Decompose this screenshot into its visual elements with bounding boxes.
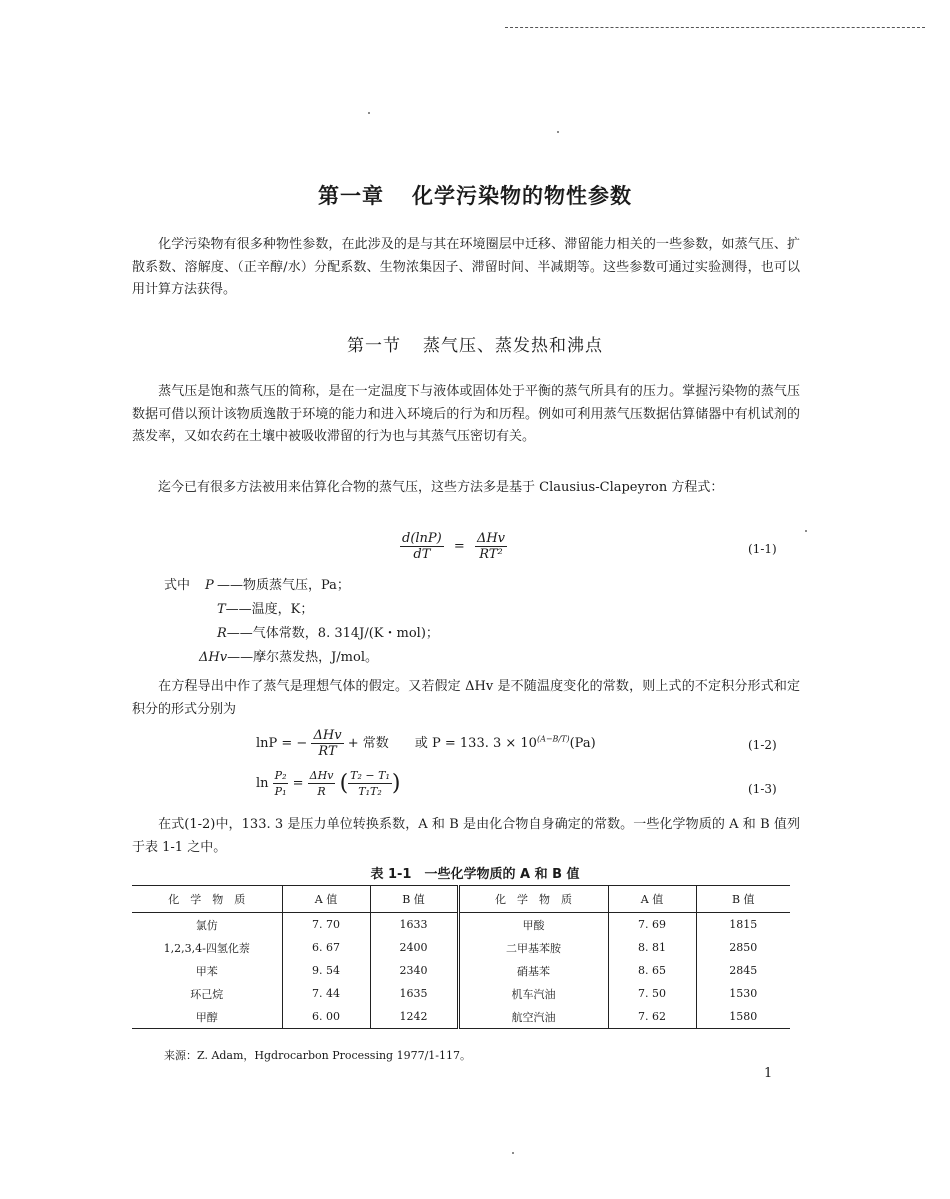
where-item-p: P ——物质蒸气压，Pa； [205, 578, 350, 593]
equation-1-1 [400, 531, 507, 562]
table-row [132, 936, 790, 959]
section-title [0, 331, 950, 356]
cell: 1242 [370, 1005, 458, 1029]
paragraph-2-text: 迄今已有很多方法被用来估算化合物的蒸气压，这些方法多是基于 Clausius-Clapeyron 方程式： [158, 480, 724, 495]
eq2-alt: 或 P = 133. 3 × 10 [414, 736, 537, 751]
cell: 甲苯 [195, 964, 218, 978]
paragraph-1-text: 蒸气压是饱和蒸气压的简称，是在一定温度下与液体或固体处于平衡的蒸气所具有的压力。掌握污染物的蒸气压数据可借以预计该物质逸散于环境的能力和进入环境后的行为和历程。例如可利用蒸气压数据估算储器中有机试剂的蒸发率，又如农药在土壤中被吸收滞留的行为也与其蒸气压密切有关。 [132, 384, 800, 444]
equation-number-1-2: (1-2) [748, 738, 777, 752]
header-a-value-2: A 值 [608, 886, 696, 913]
eq1-rhs-num: ΔHv [476, 531, 506, 546]
section-number: 第一节 [347, 336, 401, 356]
cell: 1635 [370, 982, 458, 1005]
cell: 硝基苯 [458, 959, 608, 982]
where-item-r: R——气体常数，8. 314J/(K・mol)； [217, 626, 439, 641]
paragraph-3-text: 在方程导出中作了蒸气是理想气体的假定。又若假定 ΔHv 是不随温度变化的常数，则上式的不定积分形式和定积分的形式分别为 [132, 679, 800, 717]
table-caption: 表 1-1 一些化学物质的 A 和 B 值 [370, 867, 580, 882]
cell: 7. 70 [282, 913, 370, 937]
table-source-note: 来源：Z. Adam，Hgdrocarbon Processing 1977/1-117。 [164, 1049, 471, 1062]
cell: 环己烷 [190, 987, 224, 1001]
eq3-h-num: ΔHv [309, 769, 334, 782]
intro-paragraph-text: 化学污染物有很多种物性参数，在此涉及的是与其在环境圈层中迁移、滞留能力相关的一些参数，如蒸气压、扩散系数、溶解度、（正辛醇/水）分配系数、生物浓集因子、滞留时间、半减期等。这些参数可通过实验测得，也可以用计算方法获得。 [132, 237, 800, 297]
cell: 6. 67 [282, 936, 370, 959]
cell: 7. 69 [608, 913, 696, 937]
cell: 甲醇 [132, 1005, 282, 1029]
equation-1-2 [256, 728, 596, 759]
table-row [132, 982, 790, 1005]
cell: 7. 62 [608, 1005, 696, 1029]
cell: 8. 65 [608, 959, 696, 982]
header-substance-2: 化 学 物 质 [458, 886, 608, 913]
where-label: 式中 [164, 578, 191, 593]
eq3-equals: = [292, 776, 304, 791]
eq2-den: RT [318, 744, 337, 759]
chapter-title [0, 180, 950, 210]
equation-number-1-1: (1-1) [748, 542, 777, 556]
page-number: 1 [764, 1066, 773, 1081]
header-a-value-1: A 值 [282, 886, 370, 913]
speck [557, 131, 559, 133]
eq2-tail: + 常数 [347, 736, 389, 751]
eq3-h-den: R [317, 785, 326, 798]
chapter-name: 化学污染物的物性参数 [412, 184, 632, 208]
cell: 2340 [370, 959, 458, 982]
cell: 2845 [696, 959, 790, 982]
cell: 1530 [696, 982, 790, 1005]
header-dashed-rule [505, 27, 925, 28]
cell: 2850 [696, 936, 790, 959]
eq3-t-num: T₂ − T₁ [350, 769, 390, 782]
section-name: 蒸气压、蒸发热和沸点 [423, 336, 603, 356]
eq3-ln: ln [256, 776, 269, 791]
cell: 7. 50 [608, 982, 696, 1005]
table-row [132, 1005, 790, 1029]
cell: 2400 [370, 936, 458, 959]
cell: 氯仿 [195, 918, 218, 932]
paragraph-methods [132, 477, 800, 500]
cell: 机车汽油 [458, 982, 608, 1005]
eq3-t-den: T₁T₂ [358, 785, 382, 798]
intro-paragraph [132, 234, 800, 302]
table-row [132, 913, 790, 937]
chapter-number: 第一章 [318, 184, 384, 208]
where-item-t: T——温度，K； [217, 602, 314, 617]
cell: 1580 [696, 1005, 790, 1029]
eq3-p-num: P₂ [274, 769, 287, 782]
where-item-dhv: ΔHv——摩尔蒸发热，J/mol。 [199, 650, 378, 665]
cell: 1,2,3,4-四氢化萘 [163, 941, 250, 955]
cell: 6. 00 [282, 1005, 370, 1029]
cell: 1815 [696, 913, 790, 937]
cell: 9. 54 [282, 959, 370, 982]
cell: 8. 81 [608, 936, 696, 959]
speck [805, 530, 807, 532]
header-substance-1: 化 学 物 质 [132, 886, 282, 913]
speck [368, 112, 370, 114]
cell: 二甲基苯胺 [458, 936, 608, 959]
values-table [132, 885, 790, 1029]
eq2-num: ΔHv [313, 728, 342, 743]
table-header-row [132, 886, 790, 913]
paragraph-vapor-pressure [132, 381, 800, 449]
cell: 甲酸 [458, 913, 608, 937]
eq2-exponent: (A−B/T) [536, 734, 570, 744]
paragraph-table-intro [132, 814, 800, 859]
speck [512, 1152, 514, 1154]
eq3-p-den: P₁ [274, 785, 287, 798]
eq1-equals: = [453, 539, 465, 554]
paragraph-4-text: 在式(1-2)中，133. 3 是压力单位转换系数，A 和 B 是由化合物自身确定的常数。一些化学物质的 A 和 B 值列于表 1-1 之中。 [132, 817, 800, 855]
header-b-value-1: B 值 [370, 886, 458, 913]
cell: 7. 44 [282, 982, 370, 1005]
equation-number-1-3: (1-3) [748, 782, 777, 796]
eq2-unit: (Pa) [569, 736, 596, 751]
equation-1-3: ln $\frac{\text{P₂}}{\text{P₁}}$ = $\frac{\text{ΔHv}}{R}$ ( $\frac{\text{T₂ − T₁}}{\text{T₁T₂}}$ ) [256, 769, 401, 798]
header-b-value-2: B 值 [696, 886, 790, 913]
eq2-lhs: lnP = − [256, 736, 308, 751]
eq1-lhs-den: dT [413, 547, 431, 562]
table-row [132, 959, 790, 982]
paragraph-assumption [132, 676, 800, 721]
cell: 航空汽油 [458, 1005, 608, 1029]
eq1-lhs-num: d(lnP) [402, 531, 442, 546]
cell: 1633 [370, 913, 458, 937]
eq1-rhs-den: RT² [479, 547, 503, 562]
